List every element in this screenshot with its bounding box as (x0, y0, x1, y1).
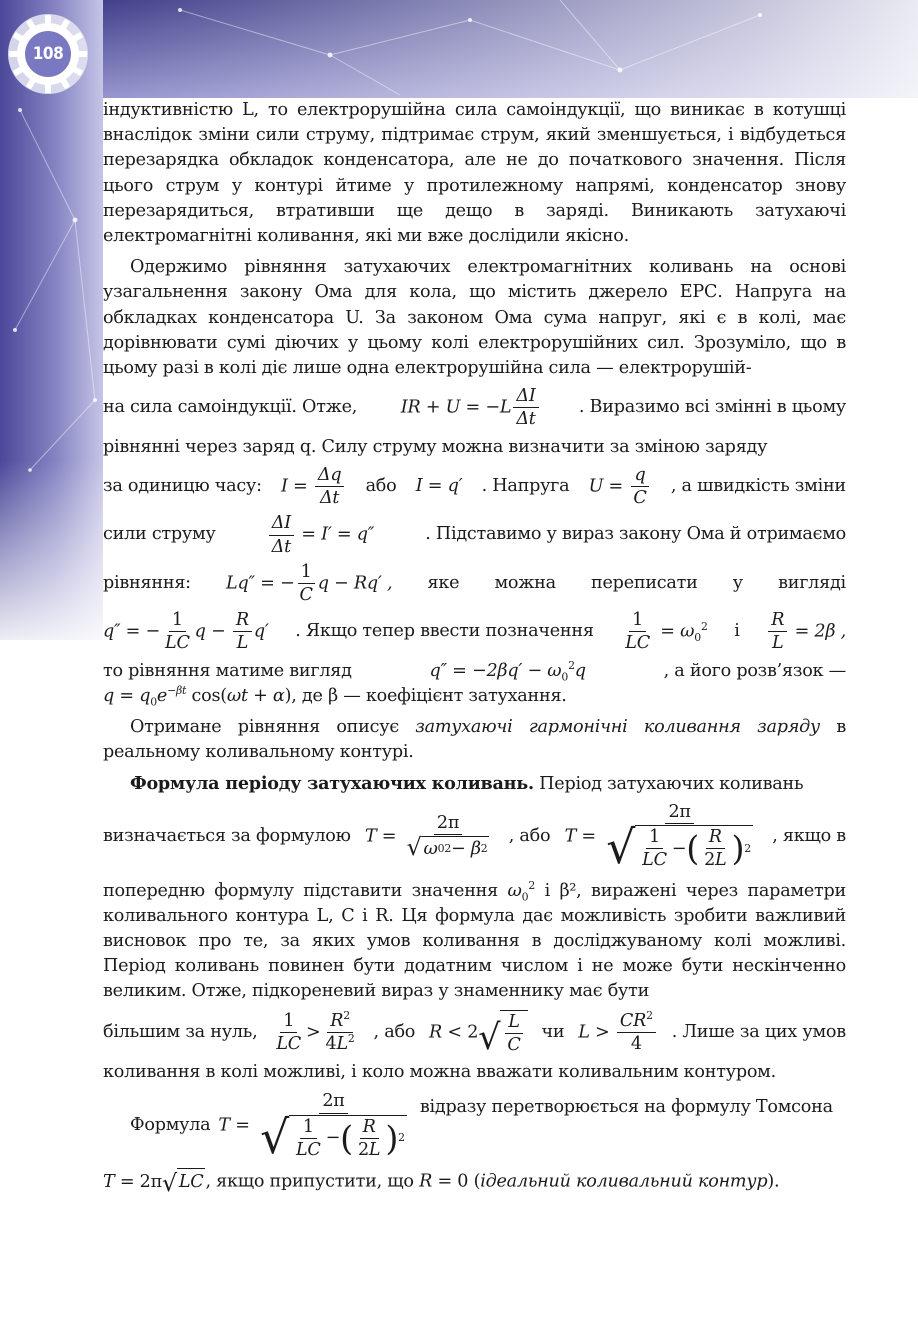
line-charge: рівнянні через заряд q. Силу струму можна визначити за зміною заряду (103, 436, 768, 457)
paragraph-5: попередню формулу підставити значення $\omega_0^2$ і β², виражені через параметри коливального контура L, C і R. Ця формула дає можливість зробити важливий висновок про те, за яких умов коливання в досліджуваному колі можливі. Період коливань повинен бути додатним числом і не може бути нескінченно великим. Отже, підкореневий вираз у знаменнику має бути більшим за нуль, $\frac{1}{LC}$ > $\frac{R^2}{4L^2}$ , або R < 2 √ $\frac{L}{C}$ чи L > $\frac{CR^2}{4}$ . Лише за цих умов коливання в колі можливі, і коло можна вважати коливальним контуром. (103, 878, 846, 1083)
formula-equation-1: Lq″ = − $\frac{1}{C}$ q − Rq′ , (226, 561, 393, 605)
formula-period-2: T = 2π √ $\frac{1}{LC}$ − ( $\frac{R}{2L}$ ) 2 (564, 801, 751, 874)
formula-omega-squared: $\omega_0^2$ (507, 878, 536, 904)
formula-notation-1: $\frac{1}{LC}$ = $\omega_0^2$ (625, 610, 708, 654)
formula-notation-2: $\frac{R}{L}$ = 2β , (766, 610, 846, 653)
line-equation-2: q″ = − $\frac{1}{LC}$ q − $\frac{R}{L}$ q′ . Якщо тепер ввести позначення $\frac{1}{LC}$ = $\omega_0^2$ і $\frac{R}{L}$ = 2β , (103, 610, 846, 654)
formula-ohm-law: IR + U = −L $\frac{\Delta I}{\Delta t}$ (395, 386, 540, 429)
line-equation-3: то рівняння матиме вигляд $q'' = -2\beta q' - \omega_0^2q$ , а його розв’язок — (103, 658, 846, 684)
line-ohm-law: на сила самоіндукції. Отже, IR + U = −L $\frac{\Delta I}{\Delta t}$ . Виразимо всі змінні в цьому (103, 386, 846, 430)
formula-r-zero: R = 0 (419, 1171, 469, 1192)
line-period: визначається за формулою T = 2π √ ω 0 2 − β 2 , або T = 2π √ $\frac{1}{LC}$ − ( $\frac{R}{2L}$ ) 2 , якщо в (103, 801, 846, 874)
formula-current-def: I = $\frac{\Delta q}{\Delta t}$ (281, 465, 346, 508)
paragraph-1: індуктивністю L, то електрорушійна сила самоіндукції, що виникає в котушці внаслідок зміни сили струму, підтримає струм, який зменшується, і відбудеться перезарядка обкладок конденсатора, але не до початкового значення. Після цього струм у контурі йтиме у протилежному напрямі, конденсатор знову перезарядиться, втративши ще дещо в заряді. Виникають затухаючі електромагнітні коливання, які ми вже дослідили якісно. (103, 100, 846, 247)
formula-solution: $q = q_0e^{-\beta t}$ cos(ωt + α) (103, 683, 292, 709)
section-heading: Формула періоду затухаючих коливань. (130, 773, 534, 795)
formula-current-rate: $\frac{\Delta I}{\Delta t}$ = I′ = q″ (267, 513, 374, 556)
formula-thomson: T = 2π √ LC (103, 1168, 204, 1197)
paragraph-2-text: Одержимо рівняння затухаючих електромагнітних коливань на основі узагальнення закону Ома для кола, що містить джерело ЕРС. Напруга на обкладках конденсатора U. За законом Ома сума напруг, які є в колі, має дорівнювати сумі діючих у цьому колі електрорушійних сил. Зрозуміло, що в цьому разі в колі діє лише одна електрорушійна сила — електрорушій- (103, 257, 846, 379)
line-thomson-intro: Формула T = 2π √ $\frac{1}{LC}$ − ( $\frac{R}{2L}$ ) 2 відразу перетворюється на формулу Томсона (130, 1091, 833, 1164)
formula-period-3: T = 2π √ $\frac{1}{LC}$ − ( $\frac{R}{2L}$ ) 2 (218, 1091, 405, 1164)
paragraph-4: Формула періоду затухаючих коливань. Період затухаючих коливань визначається за формулою T = 2π √ ω 0 2 − β 2 , або T = 2π √ $\frac{1}{LC}$ − ( $\frac{R}{2L}$ ) 2 , якщо в (103, 773, 846, 874)
paragraph-2 (103, 255, 846, 709)
paragraph-3: Отримане рівняння описує затухаючі гармонічні коливання заряду в реальному коливальному контурі. (103, 717, 847, 763)
line-conditions: більшим за нуль, $\frac{1}{LC}$ > $\frac{R^2}{4L^2}$ , або R < 2 √ $\frac{L}{C}$ чи L > $\frac{CR^2}{4}$ . Лише за цих умов (103, 1008, 846, 1058)
formula-period-1: T = 2π √ ω 0 2 − β 2 (364, 812, 488, 861)
line-thomson: T = 2π √ LC , якщо припустити, що R = 0 (ідеальний коливальний контур). (103, 1168, 780, 1197)
formula-condition-1: $\frac{1}{LC}$ > $\frac{R^2}{4L^2}$ (276, 1008, 355, 1054)
page-body (103, 98, 846, 1195)
formula-condition-3: L > $\frac{CR^2}{4}$ (578, 1011, 658, 1054)
line-solution: $q = q_0e^{-\beta t}$ cos(ωt + α), де β — коефіцієнт затухання. (103, 683, 567, 709)
formula-condition-2: R < 2 √ $\frac{L}{C}$ (429, 1010, 528, 1055)
page-number: 108 (32, 44, 64, 64)
line-current-rate: сили струму $\frac{\Delta I}{\Delta t}$ = I′ = q″ . Підставимо у вираз закону Ома й отримаємо (103, 513, 846, 557)
formula-voltage: U = $\frac{q}{C}$ (588, 464, 647, 509)
formula-equation-3: $q'' = -2\beta q' - \omega_0^2q$ (429, 658, 586, 684)
formula-equation-2: q″ = − $\frac{1}{LC}$ q − $\frac{R}{L}$ q′ (103, 610, 269, 654)
paragraph-6 (103, 1091, 846, 1195)
line-current-def: за одиницю часу: I = $\frac{\Delta q}{\Delta t}$ або I = q′ . Напруга U = $\frac{q}{C}$ , а швидкість зміни (103, 464, 846, 509)
line-equation-1: рівняння: Lq″ = − $\frac{1}{C}$ q − Rq′ , яке можна переписати у вигляді (103, 561, 846, 605)
formula-current-deriv: I = q′ (415, 475, 463, 496)
